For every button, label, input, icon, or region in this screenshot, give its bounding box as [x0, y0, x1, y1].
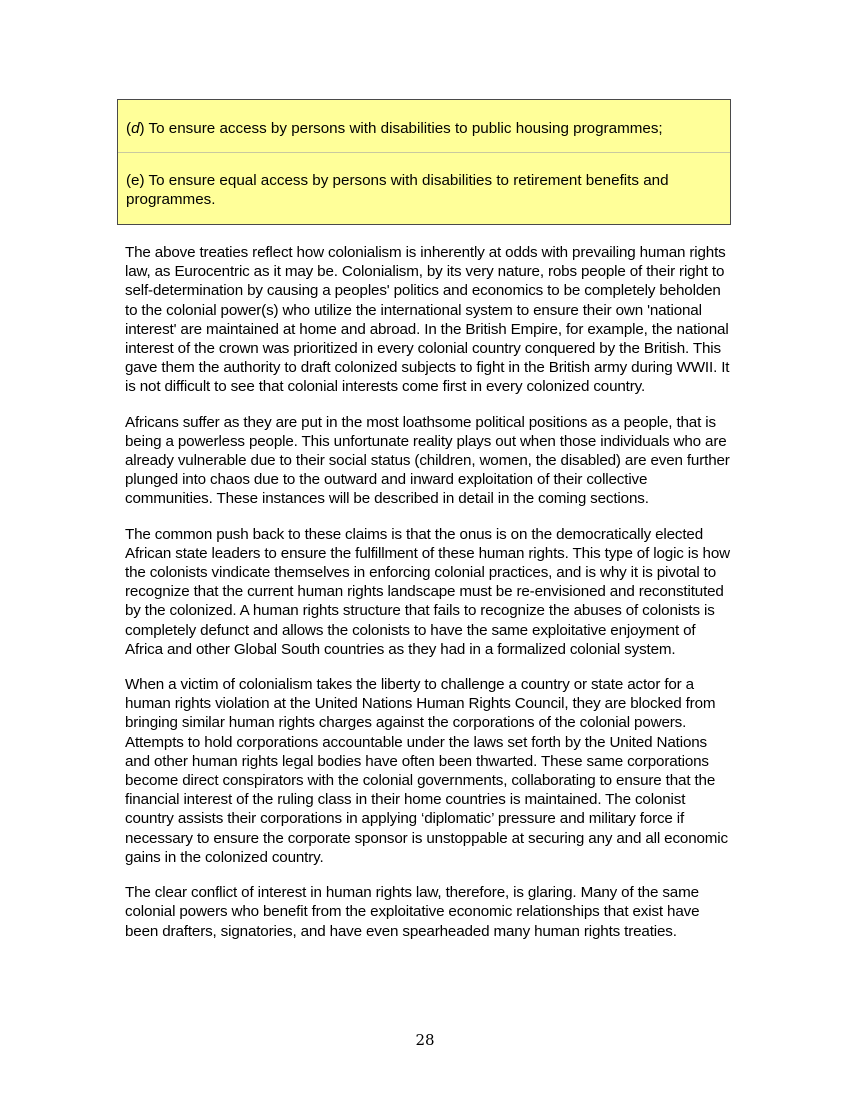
treaty-item-d: [118, 100, 730, 153]
treaty-item-e: [118, 153, 730, 224]
item-d-marker: (d): [126, 120, 145, 137]
paragraph: The common push back to these claims is that the onus is on the democratically elected African state leaders to ensure the fulfillment of these human rights. This type of logic is how the colonists vindicate themselves in enforcing colonial practices, and is why it is pivotal to recognize that the current human rights landscape must be re-envisioned and reconstituted by the colonized. A human rights structure that fails to recognize the abuses of colonists is completely defunct and allows the colonists to have the same exploitative enjoyment of Africa and other Global South countries as they had in a formalized colonial system.: [125, 525, 730, 658]
paragraph: Africans suffer as they are put in the most loathsome political positions as a people, that is being a powerless people. This unfortunate reality plays out when those individuals who are already vulnerable due to their social status (children, women, the disabled) are even further plunged into chaos due to the outward and inward exploitation of their collective communities. These instances will be described in detail in the coming sections.: [125, 413, 730, 508]
body-text: [125, 243, 731, 957]
item-d-text: To ensure access by persons with disabilities to public housing programmes;: [148, 120, 663, 137]
paragraph: The clear conflict of interest in human rights law, therefore, is glaring. Many of the same colonial powers who benefit from the exploitative economic relationships that exist have been drafters, signatories, and have even spearheaded many human rights treaties.: [125, 884, 700, 940]
paragraph: The above treaties reflect how colonialism is inherently at odds with prevailing human rights law, as Eurocentric as it may be. Colonialism, by its very nature, robs people of their right to self-determination by causing a peoples' politics and economics to be completely beholden to the colonial power(s) who utilize the international system to ensure their own 'national interest' are maintained at home and abroad. In the British Empire, for example, the national interest of the crown was prioritized in every colonial country conquered by the British. This gave them the authority to draft colonized subjects to fight in the British army during WWII. It is not difficult to see that colonial interests come first in every colonized country.: [125, 244, 730, 396]
item-e-marker: (e): [126, 172, 145, 189]
treaty-excerpt-box: [117, 99, 731, 225]
page-number: 28: [415, 1031, 435, 1049]
paragraph: When a victim of colonialism takes the liberty to challenge a country or state actor for a human rights violation at the United Nations Human Rights Council, they are blocked from bringing similar human rights charges against the corporations of the colonial powers. Attempts to hold corporations accountable under the laws set forth by the United Nations and other human rights legal bodies have often been thwarted. These same corporations become direct conspirators with the colonial governments, collaborating to ensure that the financial interest of the ruling class in their home countries is maintained. The colonist country assists their corporations in applying ‘diplomatic’ pressure and military force if necessary to ensure the corporate sponsor is unstoppable at securing any and all economic gains in the colonized country.: [125, 676, 728, 866]
item-e-text: To ensure equal access by persons with disabilities to retirement benefits and programmes.: [126, 172, 669, 208]
